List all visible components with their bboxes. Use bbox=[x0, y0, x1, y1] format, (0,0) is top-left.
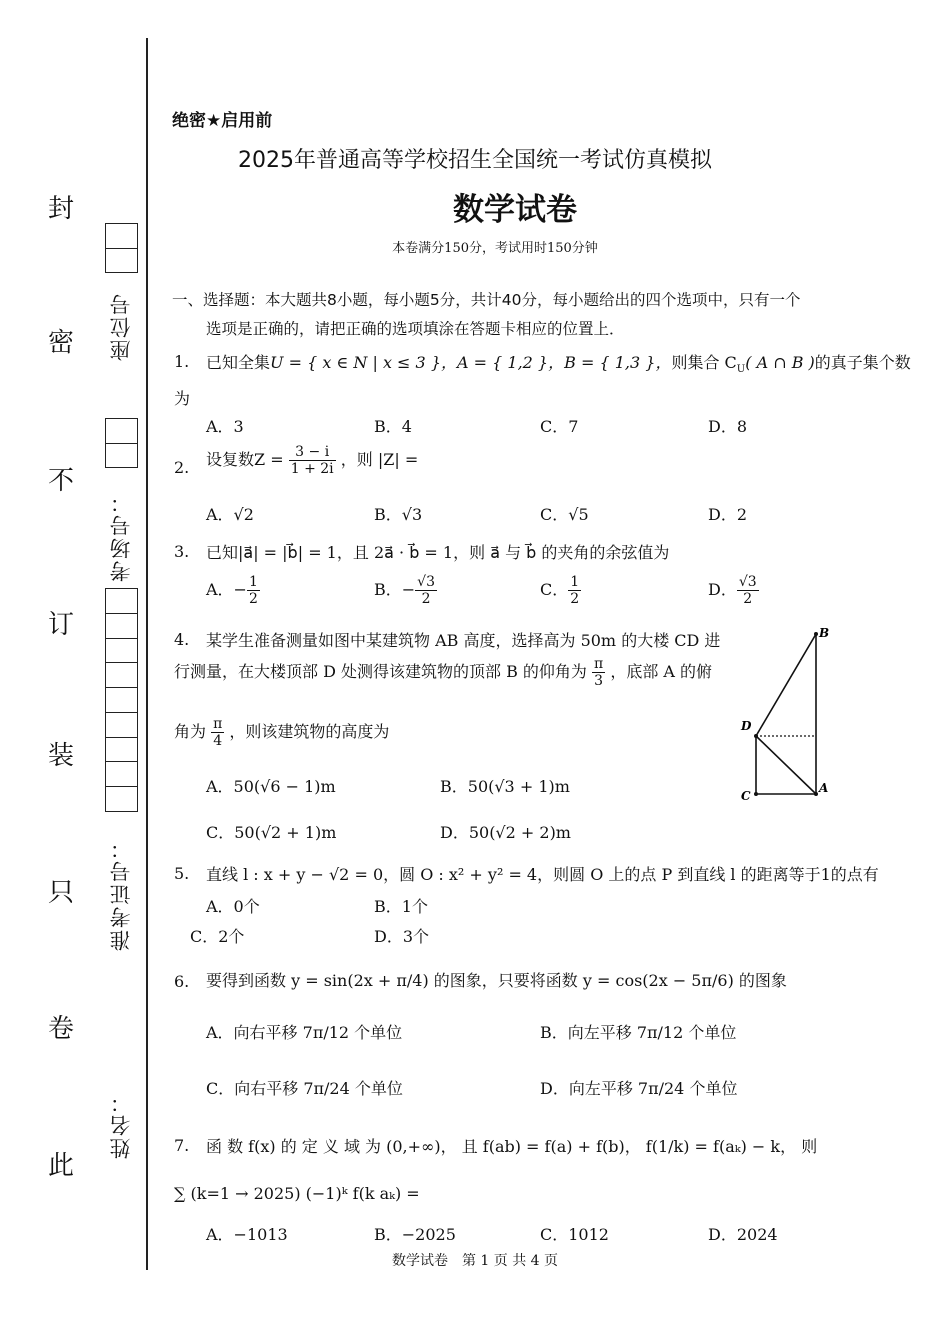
label-a: A bbox=[819, 781, 829, 795]
seal-char-5: 装 bbox=[48, 741, 75, 771]
q4-number: 4. bbox=[174, 630, 190, 649]
q1-option-a[interactable]: A．3 bbox=[206, 417, 244, 436]
seal-char-2: 密 bbox=[48, 328, 75, 358]
q3-option-c[interactable]: C． $\frac{1}{2}$ bbox=[540, 574, 580, 608]
ticket-number-boxes[interactable] bbox=[105, 588, 138, 812]
section-heading-cont: 选项是正确的，请把正确的选项填涂在答题卡相应的位置上． bbox=[206, 320, 625, 338]
q5-option-a[interactable]: A．0个 bbox=[206, 897, 260, 916]
room-number-boxes[interactable] bbox=[105, 418, 138, 468]
q4-diagram bbox=[730, 620, 850, 810]
q6-stem: 要得到函数 y = sin(2x + π/4) 的图象，只要将函数 y = cos(2x − 5π/6) 的图象 bbox=[206, 971, 787, 990]
label-d: D bbox=[741, 719, 752, 733]
q3-option-b[interactable]: B．− $\frac{√3}{2}$ bbox=[374, 574, 435, 608]
q4-stem-line2: 行测量，在大楼顶部 D 处测得该建筑物的顶部 B 的仰角为 $\frac{\pi}{3}$ ，底部 A 的俯 bbox=[174, 656, 713, 690]
q7-number: 7. bbox=[174, 1136, 190, 1155]
q4-option-d[interactable]: D．50(√2 + 2)m bbox=[440, 823, 571, 842]
q7-option-a[interactable]: A．−1013 bbox=[206, 1225, 288, 1244]
label-c: C bbox=[741, 789, 751, 803]
ticket-number-label: 准考证号： bbox=[109, 836, 133, 951]
secret-mark: 绝密★启用前 bbox=[172, 111, 273, 131]
q2-number: 2. bbox=[174, 458, 190, 477]
q1-option-c[interactable]: C．7 bbox=[540, 417, 579, 436]
q1-stem: 已知全集U = { x ∈ N | x ≤ 3 }，A = { 1,2 }，B = { 1,3 }，则集合 $C_U$( A ∩ B )的真子集个数 bbox=[206, 353, 911, 376]
name-label: 姓名： bbox=[109, 1090, 133, 1159]
q4-option-a[interactable]: A．50(√6 − 1)m bbox=[206, 777, 336, 796]
q5-option-d[interactable]: D．3个 bbox=[374, 927, 430, 946]
q1-number: 1. bbox=[174, 352, 190, 371]
q2-option-c[interactable]: C．√5 bbox=[540, 505, 589, 524]
q3-number: 3. bbox=[174, 542, 190, 561]
q1-stem-cont: 为 bbox=[174, 389, 191, 408]
q3-stem: 已知|a⃗| = |b⃗| = 1，且 2a⃗ · b⃗ = 1，则 a⃗ 与 b⃗ 的夹角的余弦值为 bbox=[206, 543, 670, 562]
q3-option-a[interactable]: A．− $\frac{1}{2}$ bbox=[206, 574, 258, 608]
q5-option-b[interactable]: B．1个 bbox=[374, 897, 428, 916]
q7-option-b[interactable]: B．−2025 bbox=[374, 1225, 456, 1244]
label-b: B bbox=[819, 626, 830, 640]
line-db bbox=[756, 634, 816, 736]
q7-stem: 函 数 f(x) 的 定 义 域 为 (0,+∞)， 且 f(ab) = f(a) + f(b)， f(1/k) = f(aₖ) − k， 则 bbox=[206, 1137, 818, 1156]
exam-info: 本卷满分150分，考试用时150分钟 bbox=[392, 241, 598, 256]
seal-char-6: 只 bbox=[48, 878, 75, 908]
q4-stem-line3: 角为 $\frac{\pi}{4}$ ，则该建筑物的高度为 bbox=[174, 716, 390, 750]
room-number-label: 考场号： bbox=[109, 490, 133, 582]
q5-option-c[interactable]: C．2个 bbox=[190, 927, 245, 946]
seal-char-4: 订 bbox=[48, 610, 75, 640]
q3-option-d[interactable]: D． $\frac{√3}{2}$ bbox=[708, 574, 757, 608]
q1-option-b[interactable]: B．4 bbox=[374, 417, 412, 436]
seal-char-8: 此 bbox=[48, 1151, 75, 1181]
seal-char-1: 封 bbox=[48, 194, 75, 224]
q6-option-c[interactable]: C．向右平移 7π/24 个单位 bbox=[206, 1079, 403, 1098]
exam-title: 2025年普通高等学校招生全国统一考试仿真模拟 bbox=[238, 148, 712, 173]
seat-number-label: 座位号 bbox=[109, 292, 133, 361]
q7-sum-expression: ∑ (k=1 → 2025) (−1)ᵏ f(k aₖ) = bbox=[174, 1184, 420, 1203]
q2-option-b[interactable]: B．√3 bbox=[374, 505, 423, 524]
q2-option-a[interactable]: A．√2 bbox=[206, 505, 254, 524]
q2-option-d[interactable]: D．2 bbox=[708, 505, 748, 524]
point-a bbox=[814, 792, 818, 796]
q4-stem-line1: 某学生准备测量如图中某建筑物 AB 高度，选择高为 50m 的大楼 CD 进 bbox=[206, 631, 721, 650]
q2-stem: 设复数Z = $\frac{3 - i}{1 + 2i}$ ，则 |Z| = bbox=[206, 444, 419, 478]
q6-number: 6. bbox=[174, 972, 190, 991]
point-c bbox=[754, 792, 758, 796]
seal-char-7: 卷 bbox=[48, 1014, 75, 1044]
point-b bbox=[814, 632, 818, 636]
q6-option-b[interactable]: B．向左平移 7π/12 个单位 bbox=[540, 1023, 737, 1042]
q7-option-d[interactable]: D．2024 bbox=[708, 1225, 778, 1244]
line-da bbox=[756, 736, 816, 794]
q1-option-d[interactable]: D．8 bbox=[708, 417, 748, 436]
subject-title: 数学试卷 bbox=[453, 192, 577, 228]
q7-option-c[interactable]: C．1012 bbox=[540, 1225, 609, 1244]
q5-number: 5. bbox=[174, 864, 190, 883]
q5-stem: 直线 l : x + y − √2 = 0，圆 O : x² + y² = 4，则圆 O 上的点 P 到直线 l 的距离等于1的点有 bbox=[206, 865, 879, 884]
page-footer: 数学试卷 第 1 页 共 4 页 bbox=[391, 1253, 559, 1269]
seal-char-3: 不 bbox=[48, 466, 75, 496]
q6-option-d[interactable]: D．向左平移 7π/24 个单位 bbox=[540, 1079, 738, 1098]
q4-option-b[interactable]: B．50(√3 + 1)m bbox=[440, 777, 570, 796]
section-heading: 一、选择题：本大题共8小题，每小题5分，共计40分，每小题给出的四个选项中，只有一个 bbox=[172, 291, 801, 309]
point-d bbox=[754, 734, 758, 738]
q6-option-a[interactable]: A．向右平移 7π/12 个单位 bbox=[206, 1023, 403, 1042]
q4-option-c[interactable]: C．50(√2 + 1)m bbox=[206, 823, 337, 842]
